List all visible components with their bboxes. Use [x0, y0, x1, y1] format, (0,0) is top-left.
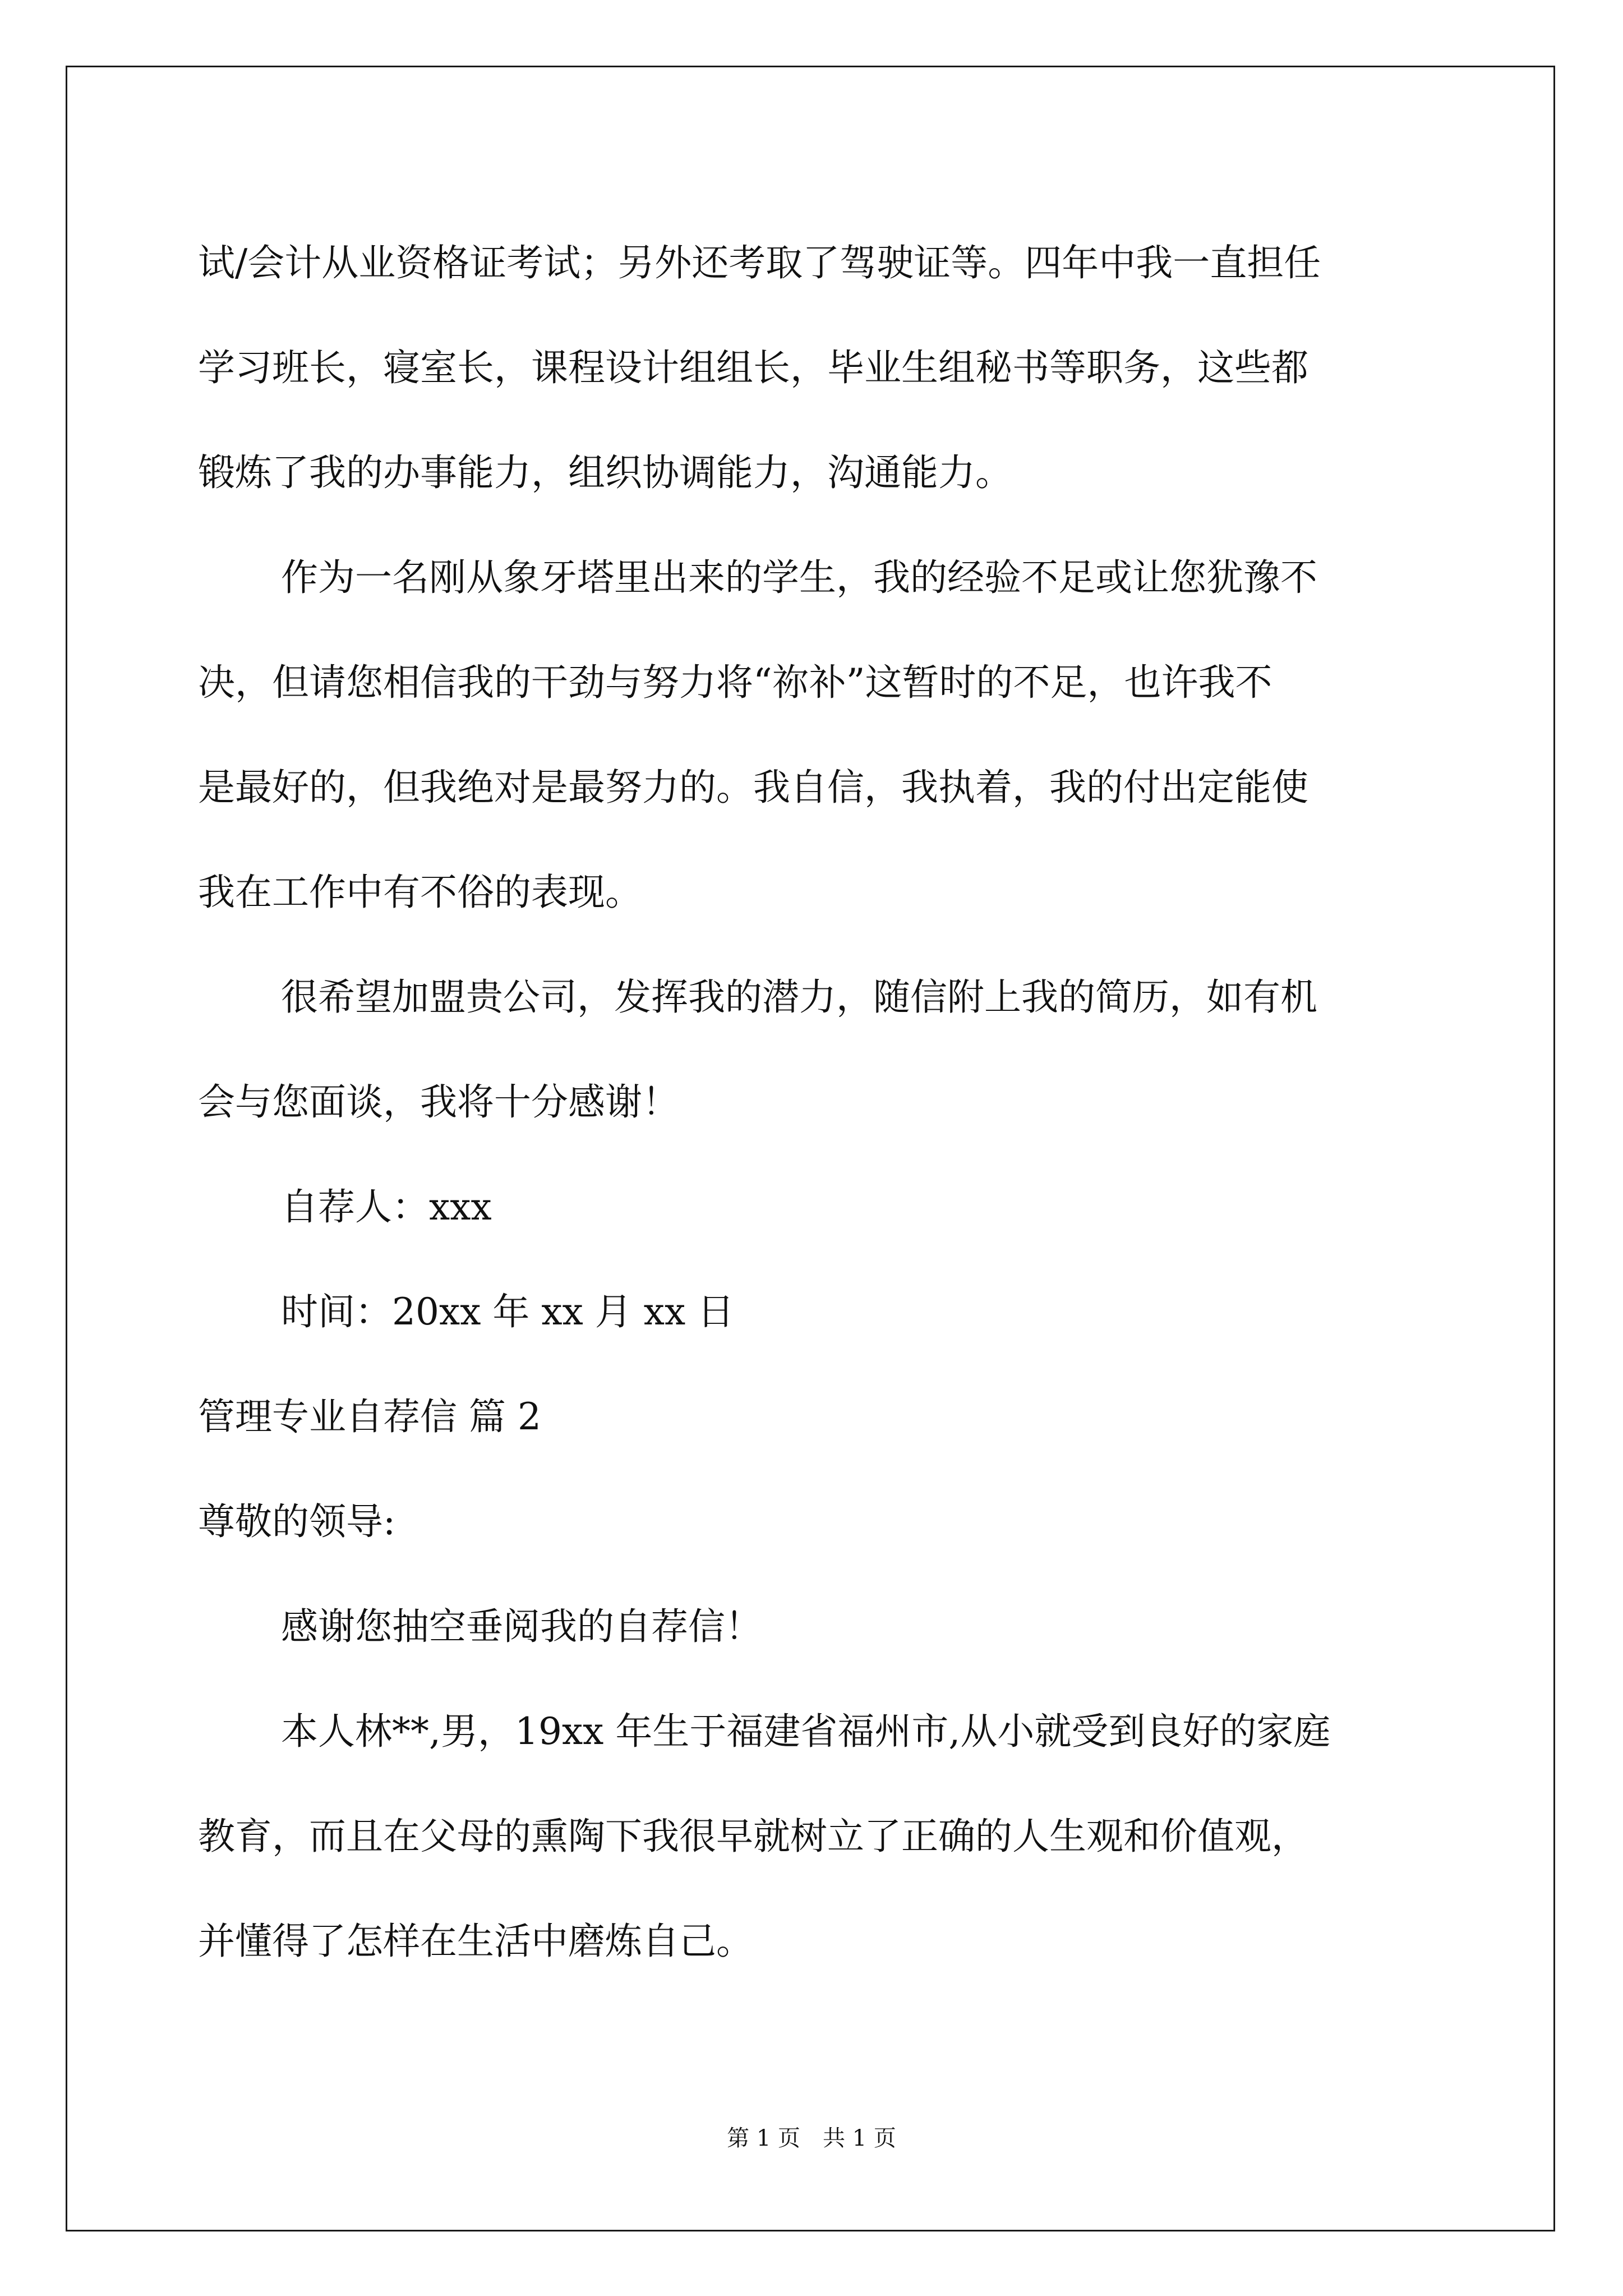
- paragraph-start-line: 很希望加盟贵公司，发挥我的潜力，随信附上我的简历，如有机: [281, 976, 1317, 1019]
- text-line: 试/会计从业资格证考试；另外还考取了驾驶证等。四年中我一直担任: [198, 241, 1321, 284]
- text-line: 学习班长，寝室长，课程设计组组长，毕业生组秘书等职务，这些都: [198, 346, 1308, 389]
- text-line: 是最好的，但我绝对是最努力的。我自信，我执着，我的付出定能使: [198, 766, 1308, 809]
- signature-line: 自荐人：xxx: [281, 1185, 492, 1228]
- text-line: 锻炼了我的办事能力，组织协调能力，沟通能力。: [198, 451, 1012, 494]
- text-line: 决，但请您相信我的干劲与努力将“祢补”这暂时的不足，也许我不: [198, 661, 1272, 704]
- text-line: 教育，而且在父母的熏陶下我很早就树立了正确的人生观和价值观，: [198, 1815, 1308, 1858]
- paragraph-start-line: 作为一名刚从象牙塔里出来的学生，我的经验不足或让您犹豫不: [281, 556, 1317, 599]
- section-heading: 管理专业自荐信 篇 2: [198, 1395, 541, 1438]
- text-line: 会与您面谈，我将十分感谢！: [198, 1080, 679, 1124]
- salutation-line: 尊敬的领导:: [198, 1500, 396, 1543]
- text-line: 并懂得了怎样在生活中磨炼自己。: [198, 1920, 753, 1963]
- date-line: 时间：20xx 年 xx 月 xx 日: [281, 1290, 735, 1333]
- paragraph-start-line: 本人林**,男，19xx 年生于福建省福州市,从小就受到良好的家庭: [281, 1710, 1331, 1753]
- document-body: [198, 210, 1432, 1994]
- text-line: 我在工作中有不俗的表现。: [198, 871, 642, 914]
- page-footer: 第 1 页 共 1 页: [727, 2125, 896, 2151]
- paragraph-start-line: 感谢您抽空垂阅我的自荐信！: [281, 1605, 762, 1648]
